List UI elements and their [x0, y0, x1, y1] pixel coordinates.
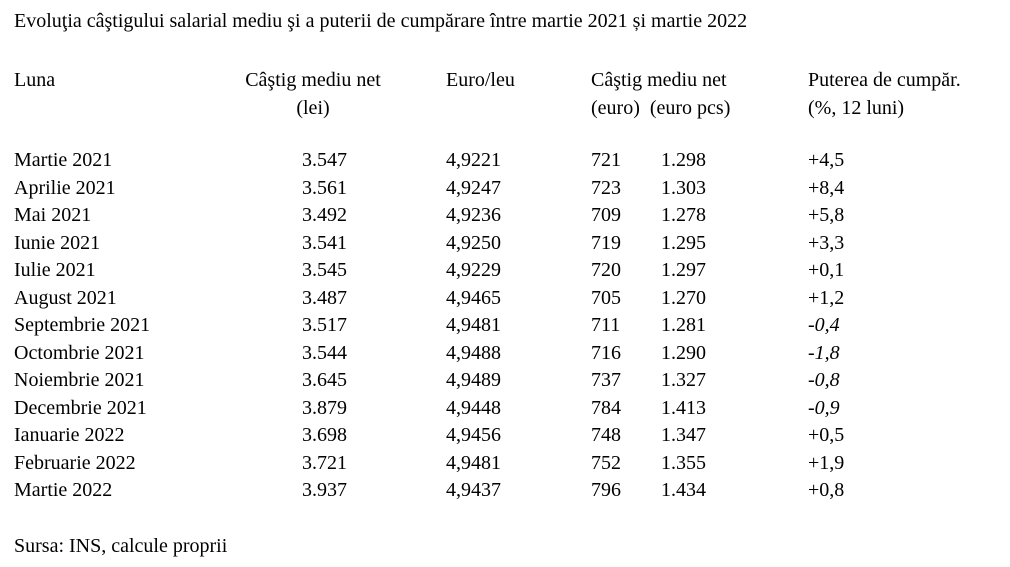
header-earnings-lei-line2: (lei)	[296, 97, 330, 119]
cell-earnings-lei: 3.879	[302, 396, 347, 419]
header-purchasing-power-line2: (%, 12 luni)	[808, 97, 905, 119]
cell-earnings-lei: 3.645	[302, 369, 347, 391]
cell-exchange-rate: 4,9247	[446, 176, 501, 199]
cell-exchange-rate: 4,9456	[446, 424, 501, 446]
document-title: Evoluţia câştigului salarial mediu şi a puterii de cumpărare între martie 2021 și martie 2022	[14, 10, 748, 32]
cell-exchange-rate: 4,9229	[446, 259, 501, 281]
cell-purchasing-power: +4,5	[808, 149, 845, 171]
cell-month: Iunie 2021	[14, 231, 101, 254]
cell-month: Martie 2022	[14, 479, 113, 501]
cell-earnings-euro: 752	[591, 451, 621, 474]
table-row	[0, 450, 1010, 477]
header-earnings-lei-line1: Câştig mediu net	[245, 69, 381, 91]
cell-purchasing-power: -1,8	[808, 341, 840, 364]
header-earnings-euro	[591, 66, 730, 122]
cell-earnings-euro-pcs: 1.295	[661, 231, 706, 254]
cell-earnings-euro: 720	[591, 259, 621, 281]
cell-exchange-rate: 4,9465	[446, 286, 501, 309]
table-row	[0, 175, 1010, 202]
cell-earnings-euro-pcs: 1.290	[661, 341, 706, 364]
cell-earnings-lei: 3.698	[302, 424, 347, 446]
cell-purchasing-power: -0,4	[808, 314, 840, 336]
header-earnings-euro-line2	[591, 94, 730, 122]
cell-purchasing-power: +1,2	[808, 286, 845, 309]
cell-month: Iulie 2021	[14, 259, 96, 281]
table-row	[0, 367, 1010, 394]
cell-exchange-rate: 4,9481	[446, 314, 501, 336]
header-month	[14, 66, 55, 94]
cell-month: Aprilie 2021	[14, 176, 116, 199]
cell-month: Ianuarie 2022	[14, 424, 125, 446]
table-row	[0, 477, 1010, 504]
header-purchasing-power-line1: Puterea de cumpăr.	[808, 69, 961, 91]
header-exchange-rate	[446, 66, 515, 94]
cell-month: Martie 2021	[14, 149, 113, 171]
table-row	[0, 202, 1010, 229]
cell-earnings-euro: 709	[591, 204, 621, 226]
table-row	[0, 312, 1010, 339]
cell-earnings-lei: 3.547	[302, 149, 347, 171]
cell-earnings-euro-pcs: 1.297	[661, 259, 706, 281]
cell-earnings-euro: 711	[591, 314, 621, 336]
header-earnings-euro-line1: Câştig mediu net	[591, 69, 727, 91]
cell-month: August 2021	[14, 286, 117, 309]
cell-purchasing-power: +0,1	[808, 259, 845, 281]
table-row	[0, 340, 1010, 367]
header-month-label: Luna	[14, 69, 56, 91]
cell-month: Noiembrie 2021	[14, 369, 145, 391]
cell-earnings-euro: 719	[591, 231, 621, 254]
cell-earnings-euro: 737	[591, 369, 621, 391]
cell-purchasing-power: +0,8	[808, 479, 845, 501]
source-note: Sursa: INS, calcule proprii	[14, 535, 228, 557]
cell-earnings-lei: 3.517	[302, 314, 347, 336]
cell-earnings-lei: 3.721	[302, 451, 347, 474]
cell-exchange-rate: 4,9236	[446, 204, 501, 226]
cell-month: Octombrie 2021	[14, 341, 145, 364]
cell-earnings-euro: 723	[591, 176, 621, 199]
cell-earnings-euro-pcs: 1.327	[661, 369, 706, 391]
cell-earnings-euro-pcs: 1.434	[661, 479, 706, 501]
table-row	[0, 230, 1010, 257]
cell-earnings-euro-pcs: 1.413	[661, 396, 706, 419]
cell-earnings-euro: 721	[591, 149, 621, 171]
cell-earnings-lei: 3.544	[302, 341, 347, 364]
cell-earnings-lei: 3.492	[302, 204, 347, 226]
cell-purchasing-power: +5,8	[808, 204, 845, 226]
cell-earnings-euro-pcs: 1.347	[661, 424, 706, 446]
cell-purchasing-power: +1,9	[808, 451, 845, 474]
cell-month: Decembrie 2021	[14, 396, 147, 419]
cell-earnings-euro-pcs: 1.270	[661, 286, 706, 309]
cell-exchange-rate: 4,9489	[446, 369, 501, 391]
cell-exchange-rate: 4,9481	[446, 451, 501, 474]
cell-earnings-euro: 784	[591, 396, 621, 419]
cell-exchange-rate: 4,9250	[446, 231, 501, 254]
cell-earnings-euro: 716	[591, 341, 621, 364]
cell-purchasing-power: +3,3	[808, 231, 845, 254]
cell-earnings-lei: 3.487	[302, 286, 347, 309]
cell-earnings-euro-pcs: 1.298	[661, 149, 706, 171]
cell-earnings-euro-pcs: 1.355	[661, 451, 706, 474]
cell-exchange-rate: 4,9221	[446, 149, 501, 171]
cell-exchange-rate: 4,9488	[446, 341, 501, 364]
cell-earnings-lei: 3.545	[302, 259, 347, 281]
cell-exchange-rate: 4,9448	[446, 396, 501, 419]
cell-purchasing-power: -0,9	[808, 396, 840, 419]
cell-month: Februarie 2022	[14, 451, 136, 474]
header-exchange-rate-label: Euro/leu	[446, 69, 515, 91]
cell-earnings-euro: 705	[591, 286, 621, 309]
cell-earnings-euro: 748	[591, 424, 621, 446]
header-euro-sub: (euro)	[591, 97, 640, 119]
table-row	[0, 285, 1010, 312]
cell-earnings-euro: 796	[591, 479, 621, 501]
cell-purchasing-power: -0,8	[808, 369, 840, 391]
header-earnings-lei	[232, 66, 394, 122]
header-purchasing-power	[808, 66, 961, 122]
cell-earnings-lei: 3.937	[302, 479, 347, 501]
cell-purchasing-power: +8,4	[808, 176, 845, 199]
table-row	[0, 422, 1010, 449]
cell-exchange-rate: 4,9437	[446, 479, 501, 501]
cell-earnings-lei: 3.561	[302, 176, 347, 199]
cell-purchasing-power: +0,5	[808, 424, 845, 446]
header-euro-pcs-sub: (euro pcs)	[649, 97, 731, 119]
cell-earnings-lei: 3.541	[302, 231, 347, 254]
table-row	[0, 147, 1010, 174]
cell-month: Septembrie 2021	[14, 314, 151, 336]
table-row	[0, 257, 1010, 284]
cell-month: Mai 2021	[14, 204, 92, 226]
cell-earnings-euro-pcs: 1.278	[661, 204, 706, 226]
cell-earnings-euro-pcs: 1.281	[661, 314, 706, 336]
table-row	[0, 395, 1010, 422]
cell-earnings-euro-pcs: 1.303	[661, 176, 706, 199]
